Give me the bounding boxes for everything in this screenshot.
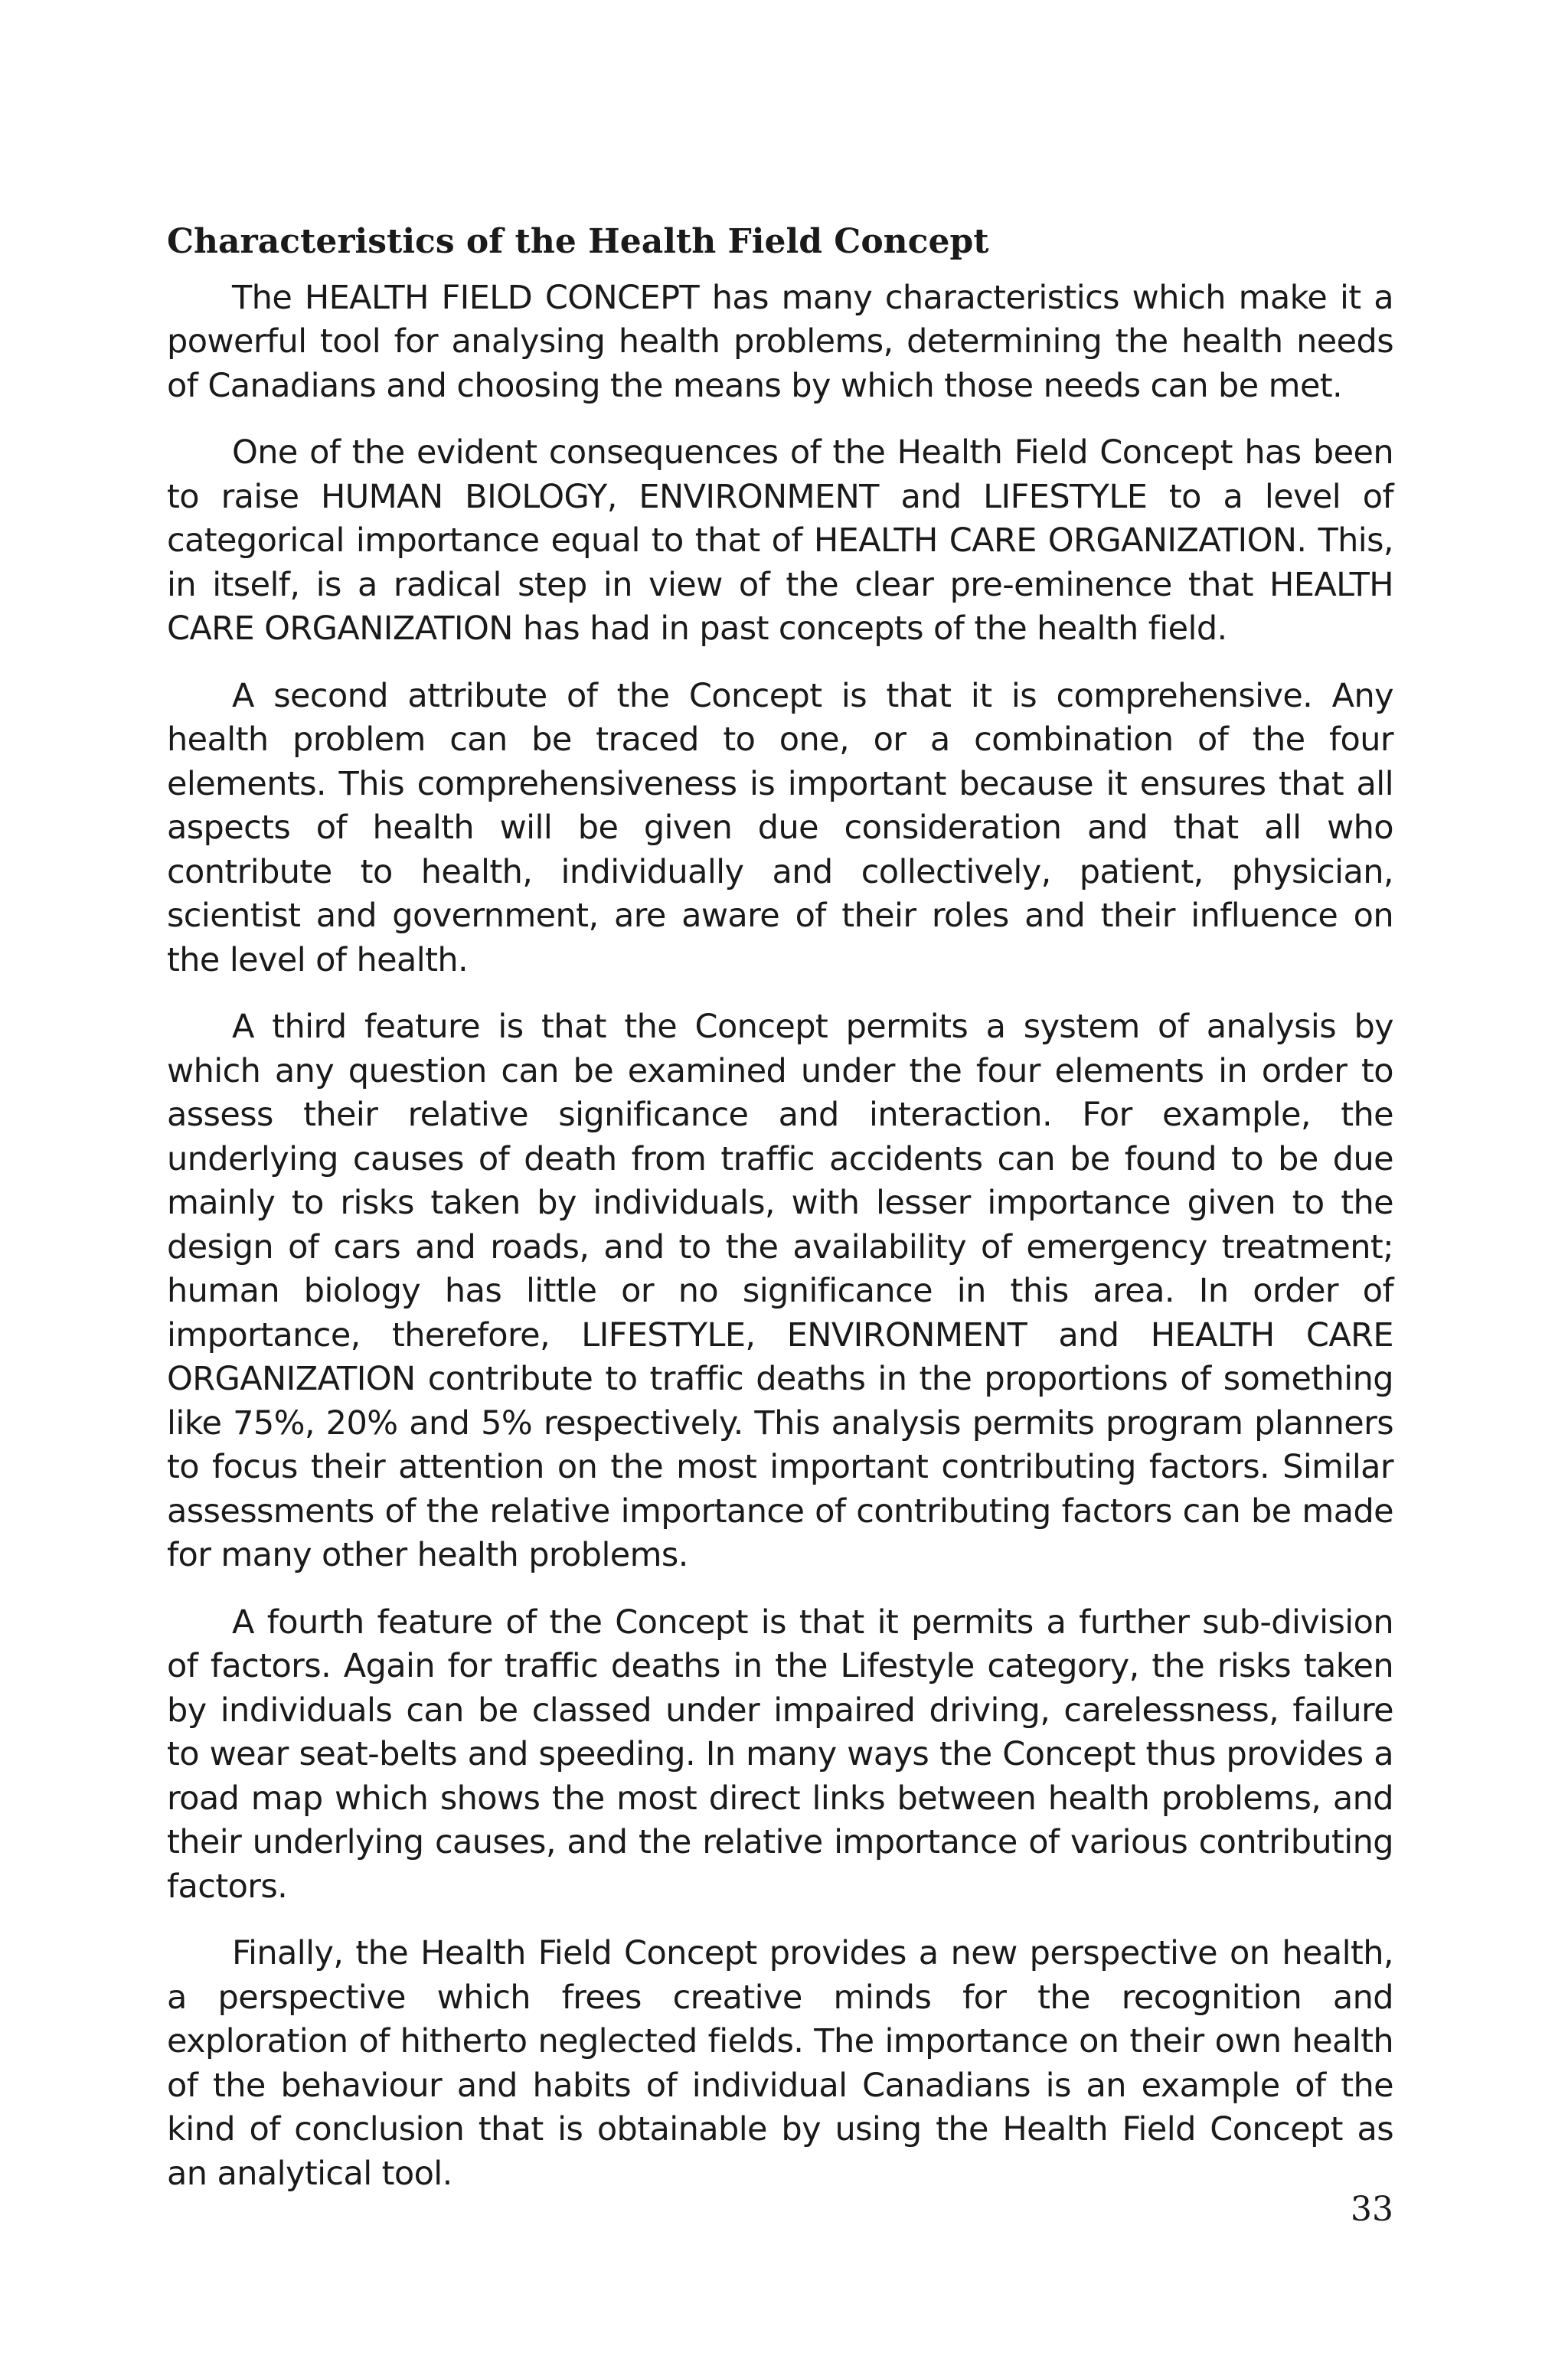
page-number: 33 [1351, 2190, 1393, 2229]
paragraph-consequences: One of the evident consequences of the Health Field Concept has been to raise HUMAN BIOLOGY, ENVIRONMENT and LIFESTYLE to a level of categorical importance equal to that of HEALTH CARE ORGANIZATION. This, in itself, is a radical step in view of the clear pre-eminence that HEALTH CARE ORGANIZATION has had in past concepts of the health field. [167, 433, 1393, 649]
paragraph-second-attribute: A second attribute of the Concept is that it is comprehensive. Any health problem can be traced to one, or a combination of the four elements. This comprehensiveness is important because it ensures that all aspects of health will be given due consideration and that all who contribute to health, individually and collectively, patient, physician, scientist and government, are aware of their roles and their influence on the level of health. [167, 676, 1393, 979]
section-heading: Characteristics of the Health Field Concept [167, 222, 989, 261]
page-body [167, 222, 1393, 2219]
paragraph-finally: Finally, the Health Field Concept provides a new perspective on health, a perspective which frees creative minds for the recognition and exploration of hitherto neglected fields. The importance on their own health of the behaviour and habits of individual Canadians is an example of the kind of conclusion that is obtainable by using the Health Field Concept as an analytical tool. [167, 1934, 1393, 2193]
paragraph-intro: The HEALTH FIELD CONCEPT has many characteristics which make it a powerful tool for analysing health problems, determining the health needs of Canadians and choosing the means by which those needs can be met. [167, 278, 1393, 405]
paragraph-fourth-feature: A fourth feature of the Concept is that it permits a further sub-division of factors. Again for traffic deaths in the Lifestyle category, the risks taken by individuals can be classed under impaired driving, carelessness, failure to wear seat-belts and speeding. In many ways the Concept thus provides a road map which shows the most direct links between health problems, and their underlying causes, and the relative importance of various contributing factors. [167, 1603, 1393, 1906]
paragraph-third-feature: A third feature is that the Concept permits a system of analysis by which any question can be examined under the four elements in order to assess their relative significance and interaction. For example, the underlying causes of death from traffic accidents can be found to be due mainly to risks taken by individuals, with lesser importance given to the design of cars and roads, and to the availability of emergency treatment; human biology has little or no significance in this area. In order of importance, therefore, LIFESTYLE, ENVIRONMENT and HEALTH CARE ORGANIZATION contribute to traffic deaths in the proportions of something like 75%, 20% and 5% respectively. This analysis permits program planners to focus their attention on the most important contributing factors. Similar assessments of the relative importance of contributing factors can be made for many other health problems. [167, 1008, 1393, 1575]
